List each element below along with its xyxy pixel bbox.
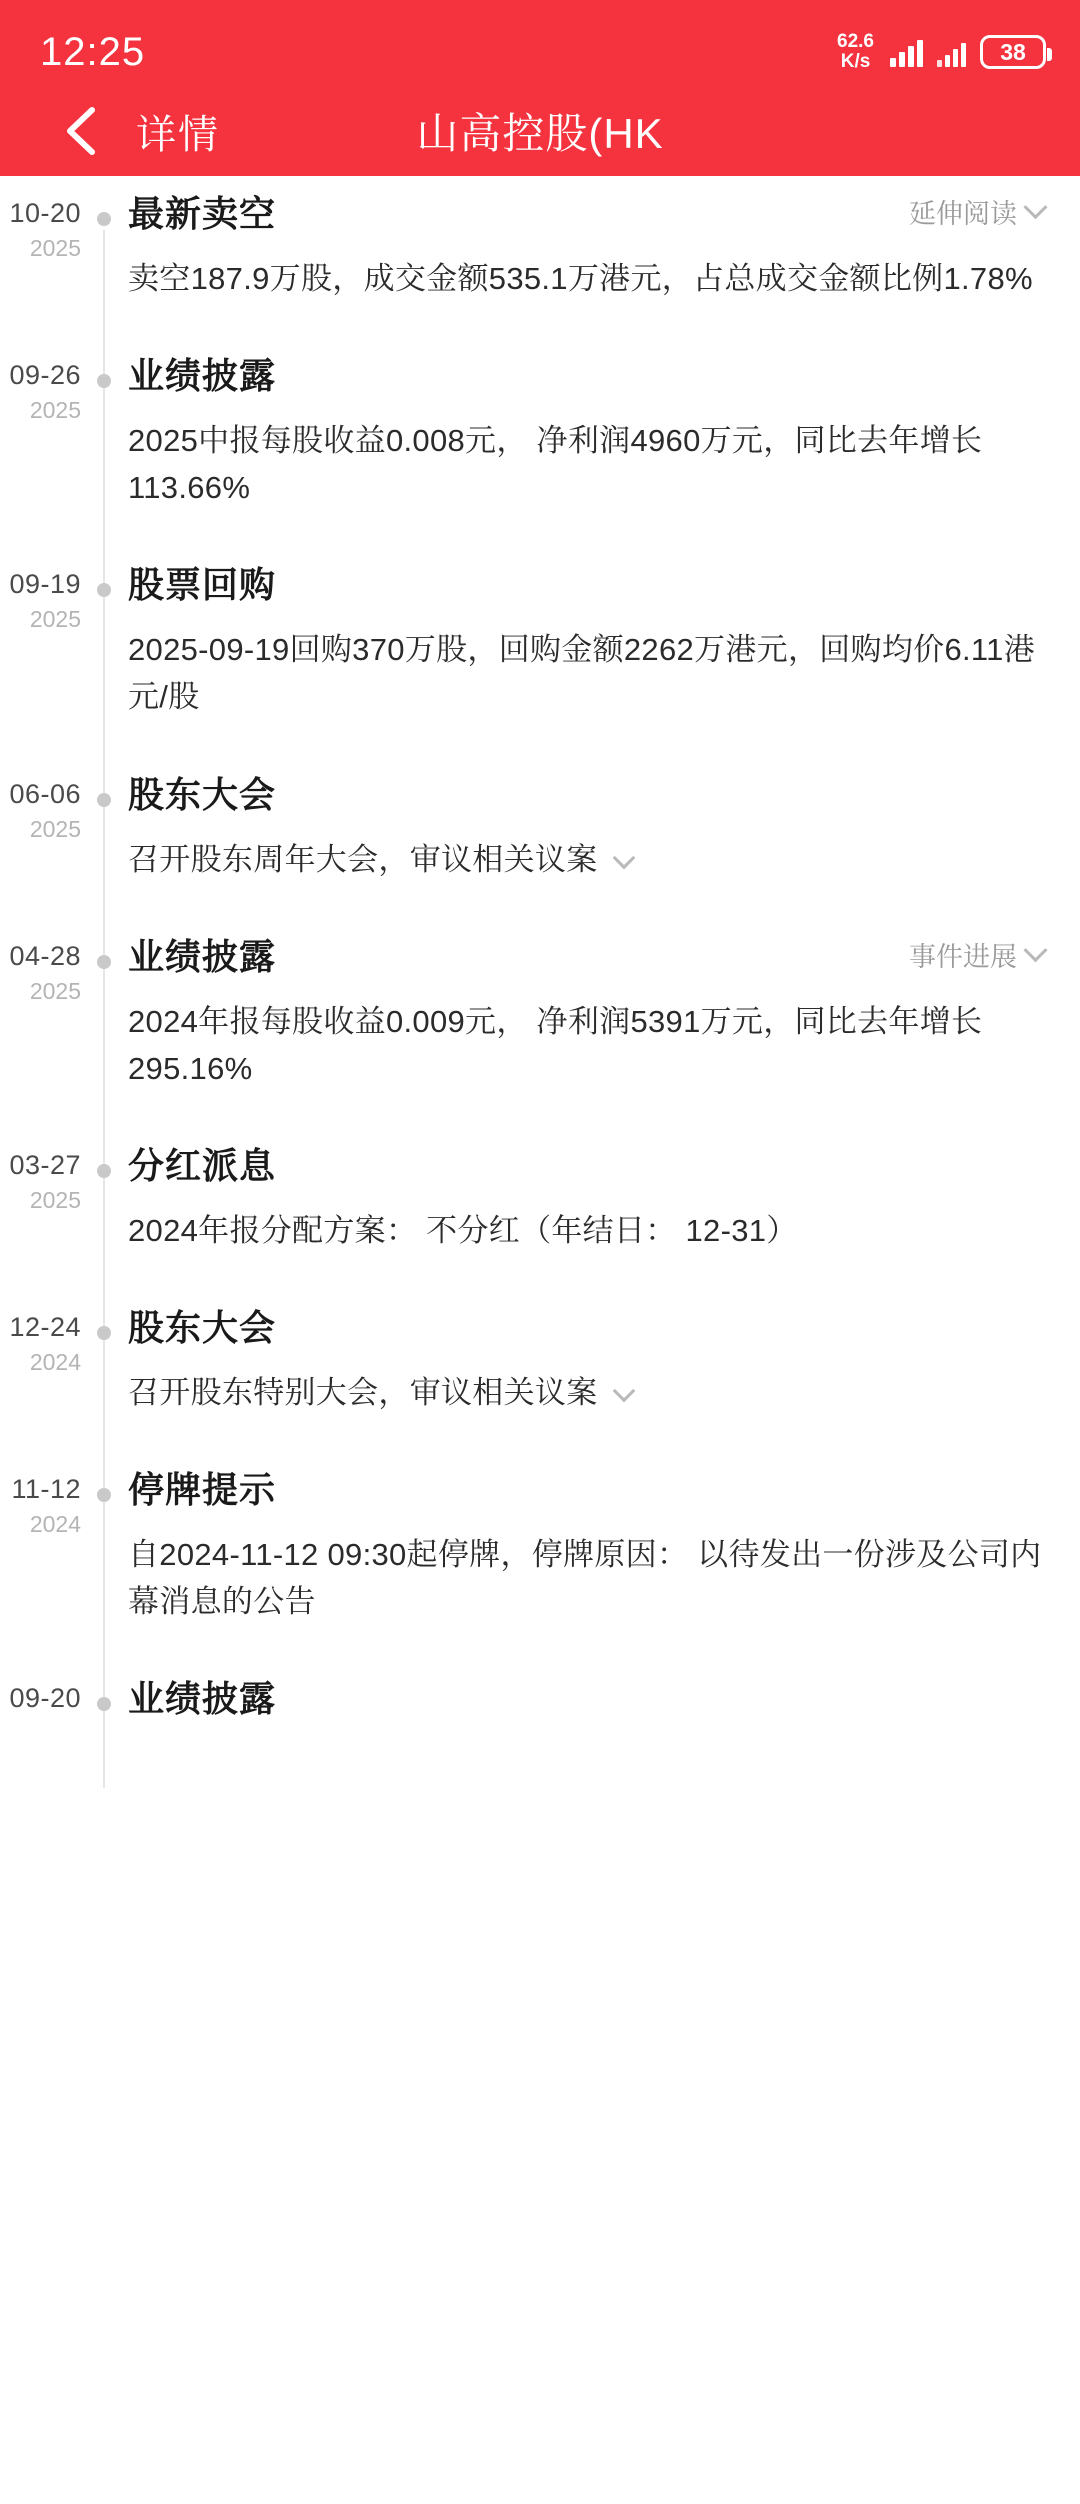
event-tag-label: 事件进展 — [909, 941, 1017, 972]
back-label[interactable]: 详情 — [136, 112, 220, 157]
event-header — [128, 767, 1044, 818]
event-tag-label: 延伸阅读 — [909, 199, 1017, 229]
network-speed-value: 62.6 — [837, 31, 874, 53]
event-date-year: 2025 — [29, 1186, 81, 1213]
status-icons — [837, 32, 1046, 72]
event-header — [128, 557, 1044, 608]
app-bar — [0, 104, 1080, 176]
timeline-event[interactable] — [0, 929, 1080, 1092]
event-title: 业绩披露 — [128, 355, 277, 397]
event-date — [0, 557, 103, 720]
network-speed-unit: K/s — [840, 51, 871, 72]
event-header — [128, 1138, 1044, 1189]
event-description: 2024年报分配方案： 不分红（年结日： 12-31） — [128, 1212, 798, 1248]
event-description: 2025中报每股收益0.008元， 净利润4960万元，同比去年增长113.66% — [128, 423, 983, 506]
event-title: 股东大会 — [128, 773, 277, 815]
chevron-down-icon[interactable] — [612, 846, 635, 869]
event-tag-link[interactable] — [909, 935, 1044, 974]
event-header — [128, 348, 1044, 399]
timeline-event[interactable] — [0, 186, 1080, 302]
event-body — [103, 1671, 1044, 1722]
event-date-year: 2024 — [29, 1348, 81, 1375]
event-date-md: 04-28 — [9, 940, 81, 971]
event-body — [103, 348, 1044, 511]
event-date-year: 2025 — [29, 815, 81, 842]
event-header — [128, 1462, 1044, 1513]
network-speed-indicator — [837, 32, 876, 72]
event-body — [103, 186, 1044, 302]
event-body — [103, 1462, 1044, 1625]
chevron-left-icon[interactable] — [52, 102, 110, 160]
event-timeline-scroll[interactable] — [0, 176, 1080, 2504]
timeline-dot — [97, 955, 111, 969]
event-date-year: 2025 — [29, 397, 81, 424]
timeline-event[interactable] — [0, 557, 1080, 720]
timeline-event[interactable] — [0, 1138, 1080, 1254]
event-description-row — [128, 1369, 1044, 1416]
event-title: 业绩披露 — [128, 1678, 277, 1720]
event-date-md: 09-20 — [9, 1683, 81, 1714]
event-title: 股东大会 — [128, 1306, 277, 1348]
event-date-md: 12-24 — [9, 1311, 81, 1342]
event-date — [0, 767, 103, 883]
event-body — [103, 1138, 1044, 1254]
event-date-year: 2025 — [29, 977, 81, 1004]
page-title: 山高控股(HK — [416, 110, 664, 157]
event-header — [128, 1300, 1044, 1351]
timeline-dot — [97, 1326, 111, 1340]
event-title: 业绩披露 — [128, 935, 277, 977]
timeline-event[interactable] — [0, 767, 1080, 883]
signal-bars-icon — [890, 37, 923, 67]
event-tag-link[interactable] — [909, 192, 1044, 231]
signal-bars-secondary-icon — [937, 37, 966, 67]
event-title: 分红派息 — [128, 1144, 277, 1186]
status-time: 12:25 — [40, 29, 146, 74]
event-date — [0, 1300, 103, 1416]
chevron-down-icon — [1023, 938, 1047, 962]
timeline-event[interactable] — [0, 1462, 1080, 1625]
event-date-year: 2025 — [29, 235, 81, 261]
event-header — [128, 186, 1044, 237]
battery-level: 38 — [1000, 38, 1026, 65]
event-header — [128, 1671, 1044, 1722]
event-body — [103, 1300, 1044, 1416]
event-date-md: 09-26 — [9, 360, 81, 391]
event-description-row — [128, 836, 1044, 883]
event-title: 股票回购 — [128, 564, 277, 606]
event-description: 2025-09-19回购370万股，回购金额2262万港元，回购均价6.11港元/股 — [128, 632, 1035, 715]
event-date — [0, 1671, 103, 1722]
timeline-event[interactable] — [0, 1671, 1080, 1722]
event-header — [128, 929, 1044, 980]
chevron-down-icon — [1023, 195, 1047, 219]
event-date-md: 06-06 — [9, 778, 81, 809]
timeline-event[interactable] — [0, 348, 1080, 511]
event-date-md: 11-12 — [11, 1474, 81, 1505]
event-date-md: 10-20 — [9, 198, 81, 228]
event-description: 自2024-11-12 09:30起停牌，停牌原因： 以待发出一份涉及公司内幕消息的公告 — [128, 1537, 1042, 1620]
event-date — [0, 929, 103, 1092]
event-date-year: 2025 — [29, 606, 81, 633]
status-bar — [0, 0, 1080, 104]
event-date — [0, 1462, 103, 1625]
event-date-md: 03-27 — [9, 1149, 81, 1180]
event-date — [0, 186, 103, 302]
timeline — [0, 186, 1080, 1788]
event-description: 召开股东周年大会，审议相关议案 — [128, 841, 598, 877]
timeline-dot — [97, 212, 111, 226]
event-date-year: 2024 — [29, 1511, 81, 1538]
chevron-down-icon[interactable] — [612, 1380, 635, 1403]
event-title: 停牌提示 — [128, 1469, 277, 1511]
timeline-event[interactable] — [0, 1300, 1080, 1416]
event-description: 2024年报每股收益0.009元， 净利润5391万元，同比去年增长295.16% — [128, 1003, 983, 1086]
timeline-dot — [97, 1488, 111, 1502]
event-body — [103, 929, 1044, 1092]
event-date — [0, 348, 103, 511]
event-date-md: 09-19 — [9, 569, 81, 600]
timeline-dot — [97, 793, 111, 807]
event-description: 召开股东特别大会，审议相关议案 — [128, 1374, 598, 1410]
timeline-dot — [97, 1164, 111, 1178]
timeline-dot — [97, 374, 111, 388]
event-body — [103, 557, 1044, 720]
event-description: 卖空187.9万股，成交金额535.1万港元，占总成交金额比例1.78% — [128, 261, 1033, 296]
event-body — [103, 767, 1044, 883]
event-date — [0, 1138, 103, 1254]
battery-icon — [980, 35, 1046, 69]
event-title: 最新卖空 — [128, 193, 277, 234]
